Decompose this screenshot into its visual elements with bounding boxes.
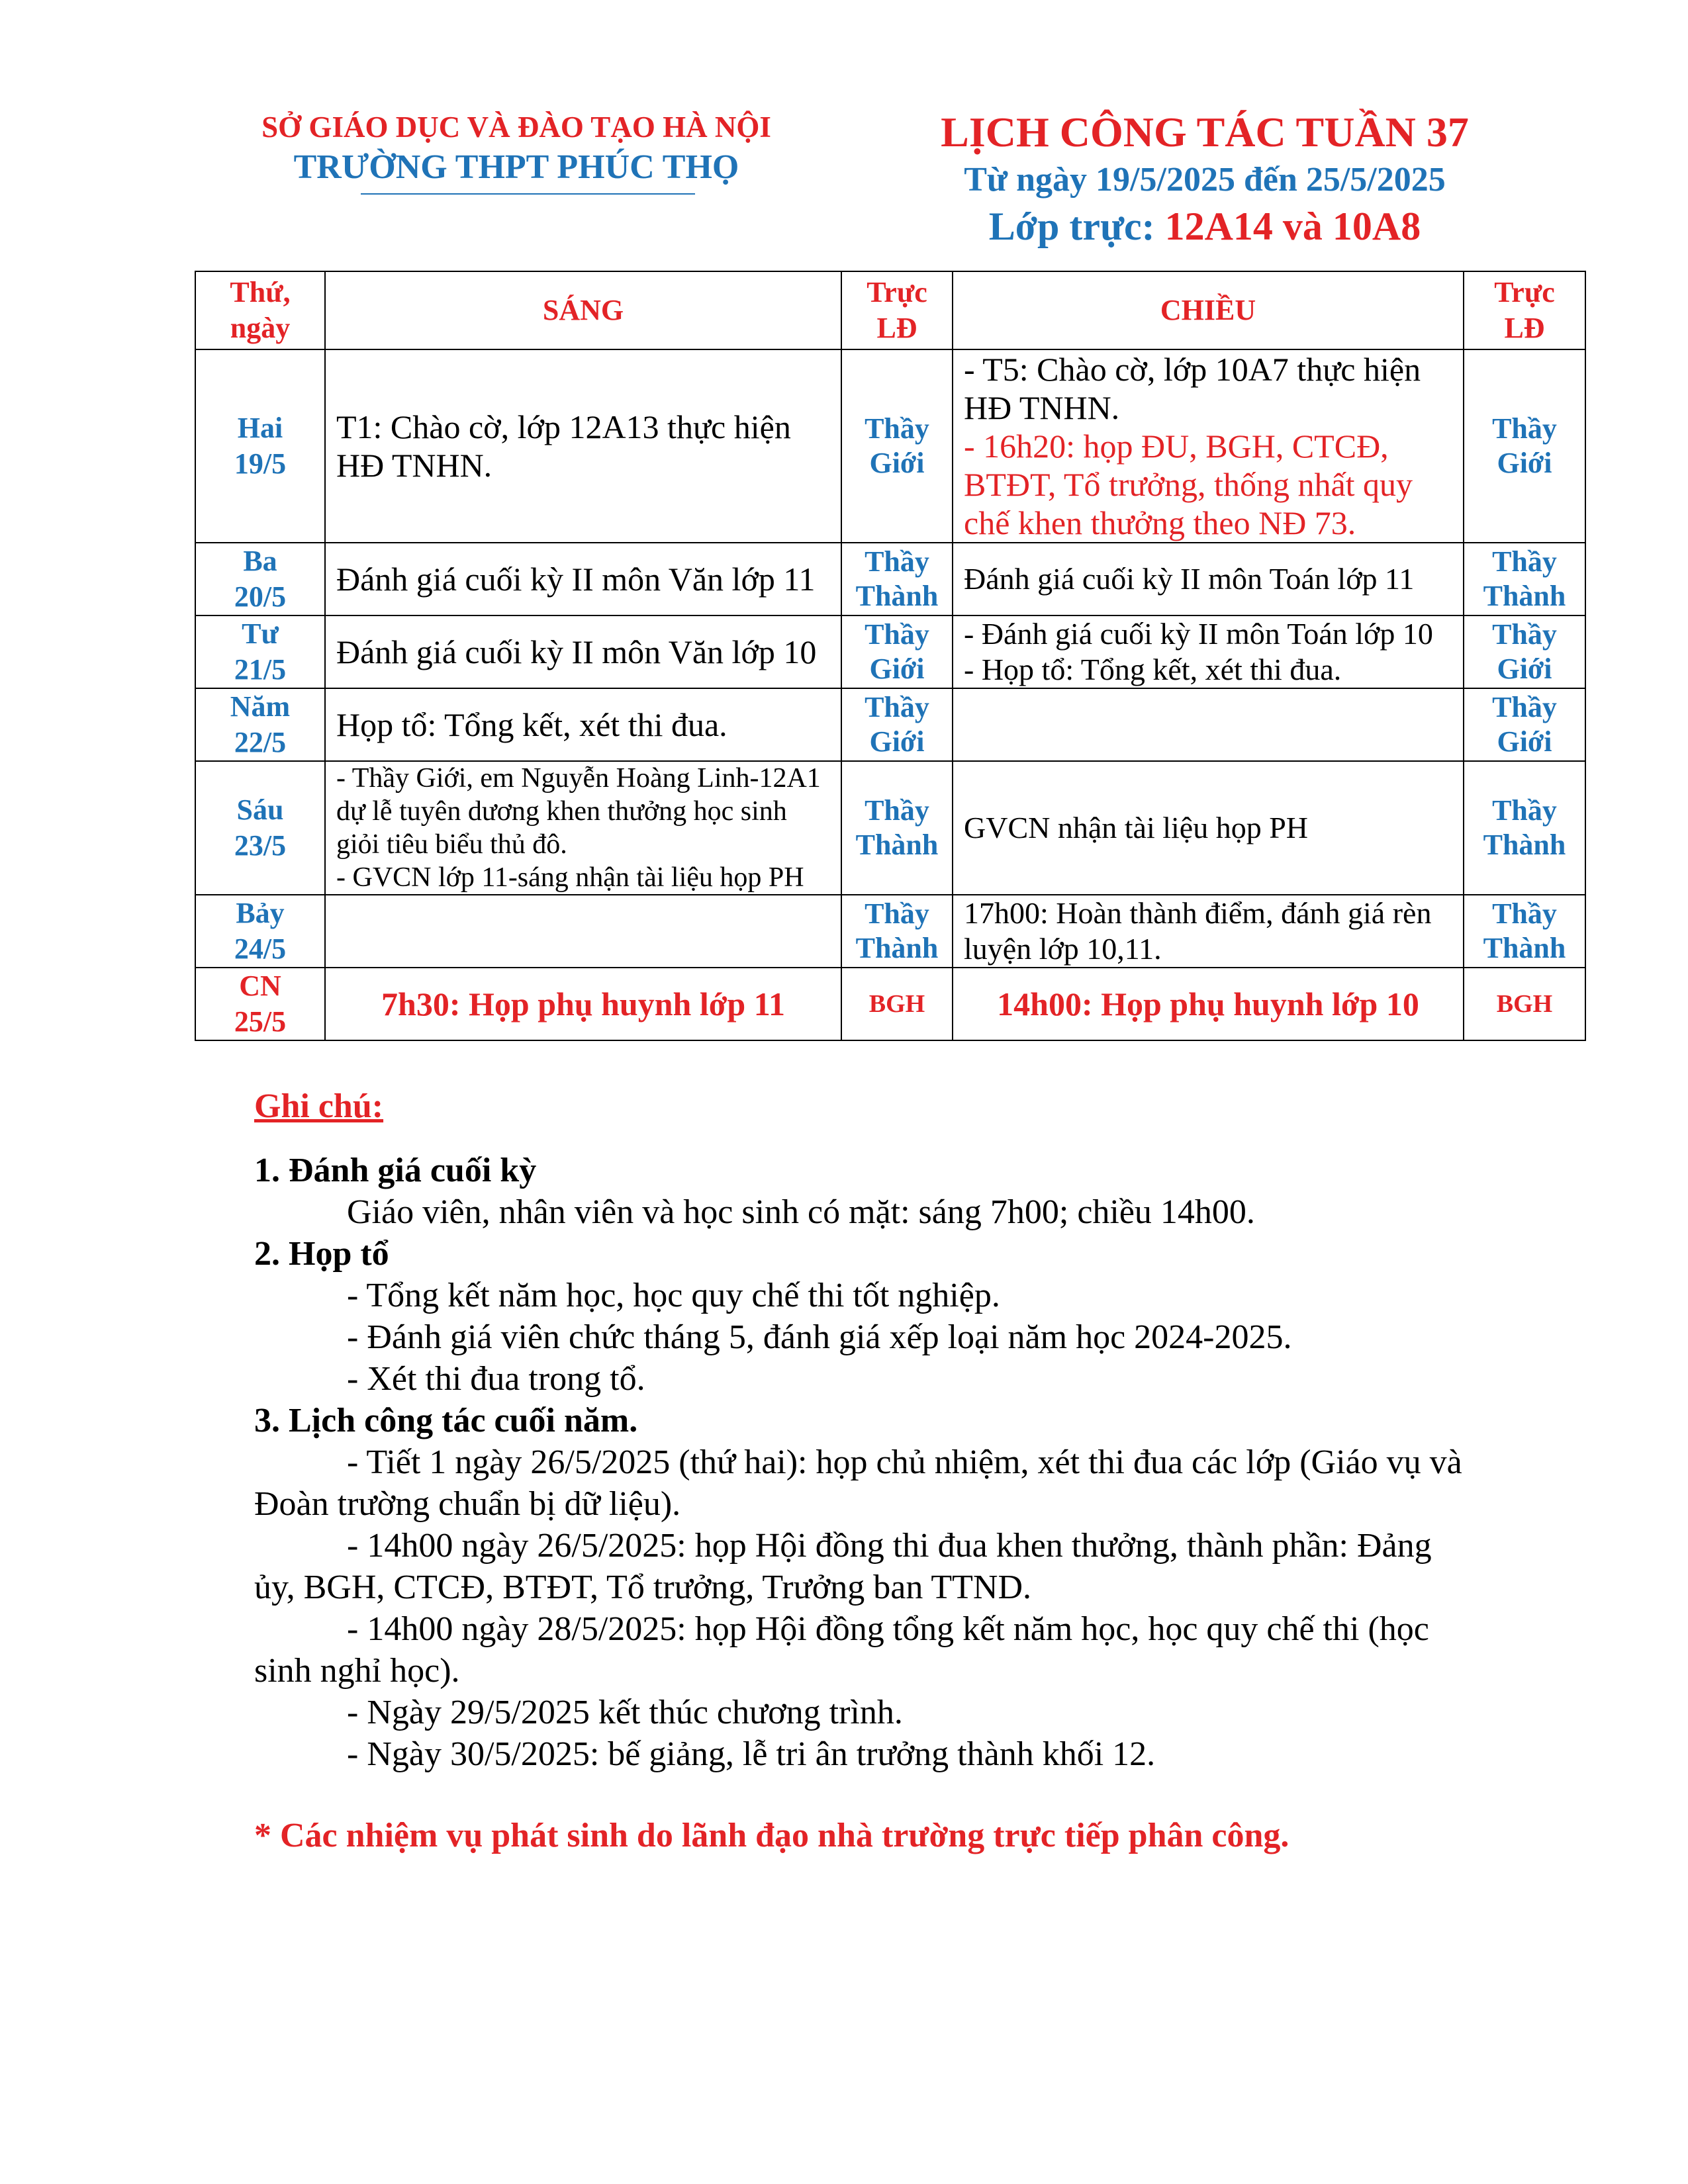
note-line: - Tổng kết năm học, học quy chế thi tốt nghiệp. [347,1277,1000,1314]
afternoon-cell: 17h00: Hoàn thành điểm, đánh giá rèn luyện lớp 10,11. [953,895,1464,968]
afternoon-duty-cell: Thầy Thành [1464,761,1585,895]
morning-cell [325,761,841,895]
morning-cell: T1: Chào cờ, lớp 12A13 thực hiện HĐ TNHN. [325,349,841,543]
day-cell: CN 25/5 [195,968,325,1040]
morning-item: - GVCN lớp 11-sáng nhận tài liệu họp PH [336,862,804,893]
afternoon-item: - Họp tổ: Tổng kết, xét thi đua. [964,653,1342,686]
note-line: - 14h00 ngày 26/5/2025: họp Hội đồng thi đua khen thưởng, thành phần: Đảng ủy, BGH, CTCĐ, BTĐT, Tổ trưởng, Trưởng ban TTND. [254,1527,1432,1606]
morning-duty-cell: BGH [841,968,953,1040]
header-afternoon-duty: Trực LĐ [1464,271,1585,349]
date-range: Từ ngày 19/5/2025 đến 25/5/2025 [964,161,1446,199]
afternoon-duty-cell: Thầy Thành [1464,543,1585,615]
notes-title: Ghi chú: [254,1087,384,1125]
afternoon-item-highlight: - 16h20: họp ĐU, BGH, CTCĐ, BTĐT, Tổ trưởng, thống nhất quy chế khen thưởng theo NĐ 73. [964,428,1413,541]
table-header-row [195,271,1585,349]
note-line: - Ngày 29/5/2025 kết thúc chương trình. [347,1694,903,1731]
duty-label: Lớp trực: [988,205,1155,248]
department-name: SỞ GIÁO DỤC VÀ ĐÀO TẠO HÀ NỘI [261,111,771,144]
note-heading: 1. Đánh giá cuối kỳ [254,1152,537,1189]
morning-duty-cell: Thầy Giới [841,615,953,688]
afternoon-duty-cell: Thầy Giới [1464,615,1585,688]
header-left [218,107,814,188]
afternoon-duty-cell: Thầy Thành [1464,895,1585,968]
school-name: TRƯỜNG THPT PHÚC THỌ [293,148,739,186]
morning-duty-cell: Thầy Thành [841,895,953,968]
afternoon-cell: Đánh giá cuối kỳ II môn Toán lớp 11 [953,543,1464,615]
page-title: LỊCH CÔNG TÁC TUẦN 37 [941,109,1469,156]
header-day: Thứ, ngày [195,271,325,349]
morning-cell: Họp tổ: Tổng kết, xét thi đua. [325,688,841,761]
notes-section [254,1085,1472,1856]
header-right [907,106,1503,251]
table-row [195,688,1585,761]
header-morning-duty: Trực LĐ [841,271,953,349]
duty-classes [907,201,1503,251]
morning-cell: Đánh giá cuối kỳ II môn Văn lớp 11 [325,543,841,615]
table-row [195,349,1585,543]
day-cell: Sáu 23/5 [195,761,325,895]
note-heading: 2. Họp tổ [254,1235,389,1273]
table-row [195,543,1585,615]
morning-item: - Thầy Giới, em Nguyễn Hoàng Linh-12A1 dự lễ tuyên dương khen thưởng học sinh giỏi tiêu biểu thủ đô. [336,763,821,860]
note-line: - Ngày 30/5/2025: bế giảng, lễ tri ân trưởng thành khối 12. [347,1735,1156,1773]
morning-duty-cell: Thầy Giới [841,688,953,761]
day-cell: Năm 22/5 [195,688,325,761]
schedule-table [195,271,1586,1041]
note-line: Giáo viên, nhân viên và học sinh có mặt: sáng 7h00; chiều 14h00. [347,1193,1255,1231]
afternoon-item: - T5: Chào cờ, lớp 10A7 thực hiện HĐ TNHN. [964,351,1421,426]
morning-duty-cell: Thầy Giới [841,349,953,543]
table-row [195,895,1585,968]
afternoon-duty-cell: Thầy Giới [1464,349,1585,543]
afternoon-cell [953,615,1464,688]
note-line: - Đánh giá viên chức tháng 5, đánh giá xếp loại năm học 2024-2025. [347,1318,1292,1356]
note-line: - Xét thi đua trong tổ. [347,1360,645,1398]
morning-cell: 7h30: Họp phụ huynh lớp 11 [325,968,841,1040]
note-heading: 3. Lịch công tác cuối năm. [254,1402,638,1439]
day-cell: Ba 20/5 [195,543,325,615]
note-line: - Tiết 1 ngày 26/5/2025 (thứ hai): họp chủ nhiệm, xét thi đua các lớp (Giáo vụ và Đoàn trường chuẩn bị dữ liệu). [254,1443,1462,1523]
afternoon-cell [953,688,1464,761]
afternoon-duty-cell: BGH [1464,968,1585,1040]
morning-duty-cell: Thầy Thành [841,543,953,615]
final-note: * Các nhiệm vụ phát sinh do lãnh đạo nhà trường trực tiếp phân công. [254,1817,1289,1854]
table-row [195,615,1585,688]
afternoon-duty-cell: Thầy Giới [1464,688,1585,761]
header-morning: SÁNG [325,271,841,349]
morning-cell: Đánh giá cuối kỳ II môn Văn lớp 10 [325,615,841,688]
day-cell: Tư 21/5 [195,615,325,688]
afternoon-cell: GVCN nhận tài liệu họp PH [953,761,1464,895]
duty-class-list: 12A14 và 10A8 [1164,205,1421,248]
header-afternoon: CHIỀU [953,271,1464,349]
afternoon-cell: 14h00: Họp phụ huynh lớp 10 [953,968,1464,1040]
morning-cell [325,895,841,968]
day-cell: Bảy 24/5 [195,895,325,968]
afternoon-item: - Đánh giá cuối kỳ II môn Toán lớp 10 [964,617,1433,651]
header-underline [361,193,695,195]
table-row [195,761,1585,895]
note-line: - 14h00 ngày 28/5/2025: họp Hội đồng tổng kết năm học, học quy chế thi (học sinh nghỉ học). [254,1610,1429,1690]
table-row [195,968,1585,1040]
day-cell: Hai 19/5 [195,349,325,543]
morning-duty-cell: Thầy Thành [841,761,953,895]
afternoon-cell [953,349,1464,543]
